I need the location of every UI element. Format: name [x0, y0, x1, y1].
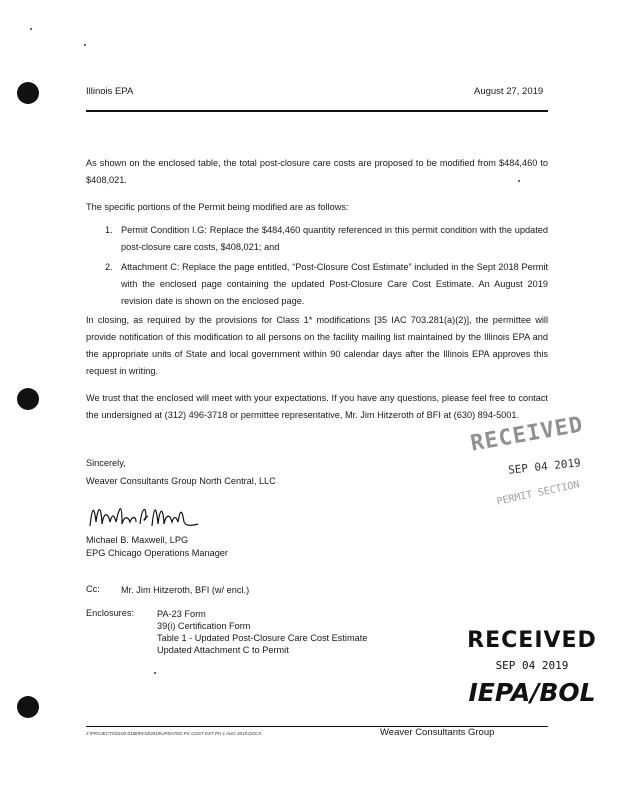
list-item-text: Permit Condition I.G: Replace the $484,460 quantity referenced in this permit condition with the updated post-closure care costs, $408,021; and: [121, 225, 548, 252]
header-rule: [86, 110, 548, 112]
punch-hole-middle: [17, 388, 39, 410]
list-item-number: 1.: [105, 225, 113, 235]
enclosure-item: PA-23 Form: [157, 609, 206, 619]
signer-title: EPG Chicago Operations Manager: [86, 548, 228, 558]
header-date: August 27, 2019: [474, 86, 544, 97]
cc-label: Cc:: [86, 584, 100, 594]
enclosures-label: Enclosures:: [86, 608, 135, 618]
paragraph-closing-notice: In closing, as required by the provisions for Class 1* modifications [35 IAC 703.281(a)(2)], the permittee will provide notification of this modification to all persons on the facility mailing list maintained by the Illinois EPA and the appropriate units of State and local government within 90 calendar days after the Illinois EPA approves this request in writing.: [86, 315, 548, 376]
handwritten-signature: [86, 498, 206, 534]
list-item: [86, 222, 548, 256]
enclosure-item: Updated Attachment C to Permit: [157, 645, 289, 655]
scan-speck: [154, 672, 156, 674]
paragraph-specific-portions: The specific portions of the Permit being modified are as follows:: [86, 202, 349, 212]
stamp-bold-received: RECEIVED: [467, 628, 597, 653]
stamp-bold-date: SEP 04 2019: [495, 659, 569, 672]
footer-company: Weaver Consultants Group: [380, 727, 495, 738]
paragraph-cost-change: As shown on the enclosed table, the total post-closure care costs are proposed to be modified from $484,460 to $408,021.: [86, 158, 548, 185]
scan-speck: [84, 44, 86, 46]
punch-hole-top: [17, 82, 39, 104]
modification-list: [86, 222, 548, 313]
punch-hole-bottom: [17, 696, 39, 718]
stamp-bold-agency: IEPA/BOL: [468, 678, 596, 707]
stamp-faint-date: SEP 04 2019: [507, 456, 582, 477]
received-stamp-faint: [466, 412, 616, 528]
enclosure-item: Table 1 - Updated Post-Closure Care Cost Estimate: [157, 633, 368, 643]
list-item-text: Attachment C: Replace the page entitled, “Post-Closure Cost Estimate” included in the Sept 2018 Permit with the enclosed page containing the updated Post-Closure Care Cost Estimate. An August 2019 revision date is shown on the enclosed page.: [121, 262, 548, 306]
stamp-faint-received: RECEIVED: [468, 412, 586, 457]
cc-value: Mr. Jim Hitzeroth, BFI (w/ encl.): [121, 585, 250, 595]
received-stamp-bold: [462, 628, 602, 718]
header-recipient: Illinois EPA: [86, 86, 134, 97]
list-item: [86, 259, 548, 310]
company-name: Weaver Consultants Group North Central, LLC: [86, 476, 276, 486]
paragraph-contact: We trust that the enclosed will meet with your expectations. If you have any questions, please feel free to contact the undersigned at (312) 496-3718 or permittee representative, Mr. Jim Hitzeroth of BFI at (630) 894-5001.: [86, 393, 548, 420]
scan-speck: [30, 28, 32, 30]
list-item-number: 2.: [105, 262, 113, 272]
enclosure-item: 39(i) Certification Form: [157, 621, 251, 631]
enclosures-list: [157, 608, 367, 656]
signer-name: Michael B. Maxwell, LPG: [86, 535, 189, 545]
stamp-faint-section: PERMIT SECTION: [495, 479, 581, 508]
salutation: Sincerely,: [86, 458, 126, 468]
footer-file-path: J:\PROJECTS\0100-0188\PCM\2019\UPDATED PC COST EST PH 1 AUG 2019.DOCX: [86, 731, 262, 736]
